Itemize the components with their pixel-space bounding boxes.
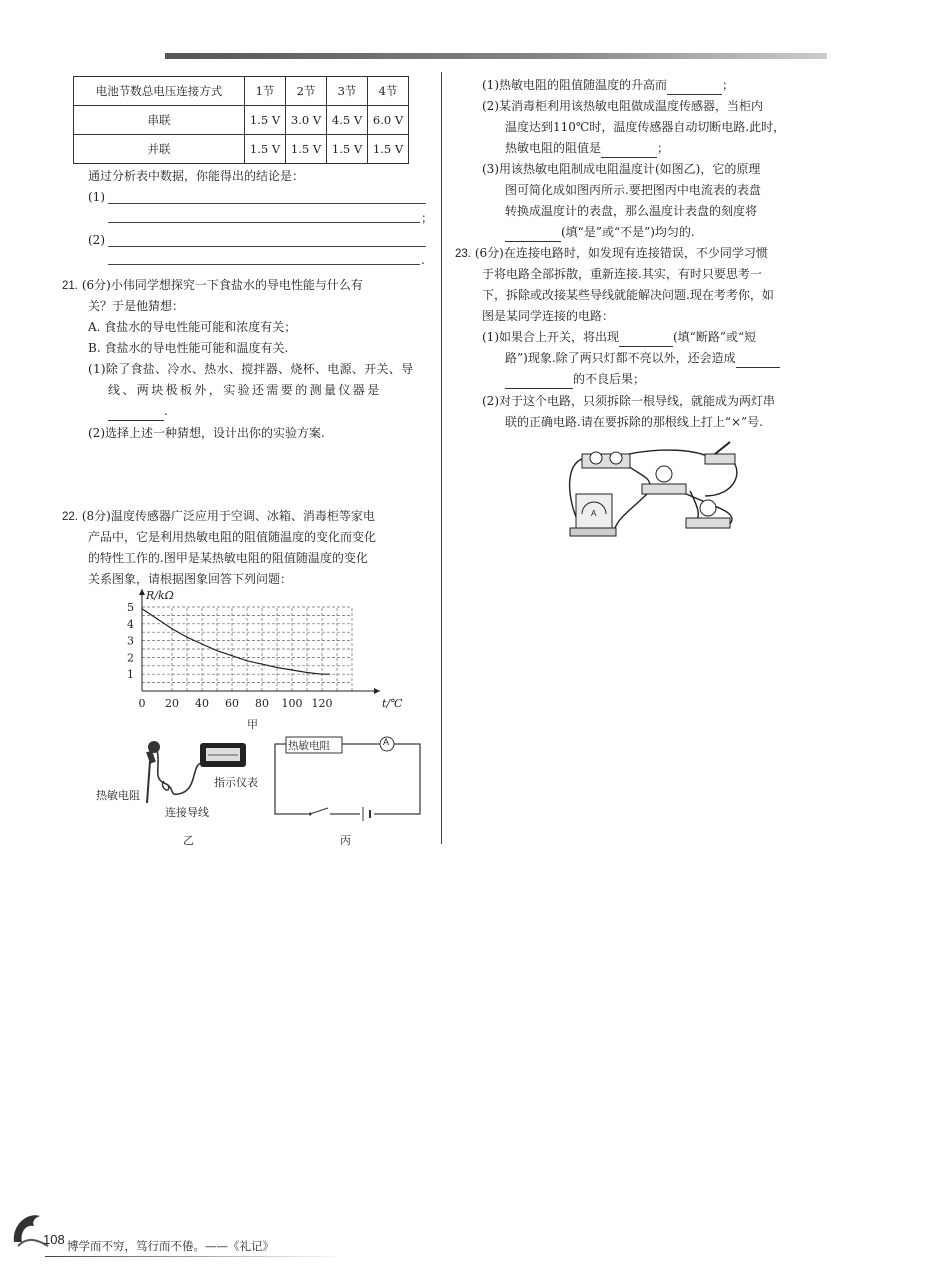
conclusion-label-2: (2)	[88, 233, 105, 247]
question-text: 路”)现象.除了两只灯都不亮以外，还会造成	[505, 351, 736, 365]
question-text: (1)热敏电阻的阻值随温度的升高而	[482, 78, 667, 92]
question-text: (填“断路”或“短	[673, 330, 757, 344]
period: .	[164, 404, 168, 418]
column-divider	[441, 72, 442, 844]
question-part: (2)某消毒柜利用该热敏电阻做成温度传感器，当柜内	[482, 99, 764, 113]
table-cell: 1.5 V	[327, 135, 368, 164]
table-cell: 1.5 V	[245, 135, 286, 164]
wire-loop-icon	[162, 781, 168, 790]
chart-x-tick-label: 80	[255, 697, 269, 710]
question-text: 热敏电阻的阻值是	[505, 141, 602, 155]
indicator-meter-icon	[200, 743, 246, 767]
chart-grid	[142, 607, 352, 691]
table-header-cell: 3节	[327, 77, 368, 106]
chart-y-tick-label: 3	[127, 634, 134, 648]
voltage-table	[73, 76, 409, 164]
resistor-label: 热敏电阻	[288, 740, 330, 752]
semicolon: ；	[722, 78, 735, 92]
chart-x-axis-label: t/℃	[382, 697, 403, 710]
table-cell: 并联	[74, 135, 245, 164]
answer-blank[interactable]	[505, 374, 573, 389]
table-header-cell: 2节	[286, 77, 327, 106]
table-cell: 6.0 V	[368, 106, 409, 135]
hypothesis-b: B. 食盐水的导电性能可能和温度有关.	[88, 341, 289, 355]
question-part: (1)除了食盐、冷水、热水、搅拌器、烧杯、电源、开关、导	[88, 362, 414, 376]
question-part: (2)选择上述一种猜想，设计出你的实验方案.	[88, 426, 325, 440]
table-row	[74, 135, 409, 164]
question-text: (6分)在连接电路时，如发现有连接错误，不少同学习惯	[474, 246, 768, 260]
chart-data-point	[291, 669, 292, 670]
table-cell: 串联	[74, 106, 245, 135]
label-wire: 连接导线	[165, 806, 209, 819]
question-text: 转换成温度计的表盘，那么温度计表盘的刻度将	[505, 204, 758, 218]
answer-blank[interactable]	[736, 353, 780, 368]
chart-y-tick-label: 1	[127, 668, 134, 682]
answer-blank[interactable]	[505, 227, 561, 242]
circuit-diagram	[560, 436, 750, 542]
label-meter: 指示仪表	[214, 776, 258, 789]
question-text: 的特性工作的.图甲是某热敏电阻的阻值随温度的变化	[88, 551, 368, 565]
table-cell: 3.0 V	[286, 106, 327, 135]
table-header-cell: 1节	[245, 77, 286, 106]
chart-x-tick-label: 120	[311, 697, 333, 710]
question-text: (8分)温度传感器广泛应用于空调、冰箱、消毒柜等家电	[81, 509, 375, 523]
conclusion-prompt: 通过分析表中数据，你能得出的结论是：	[88, 169, 305, 183]
question-text: 关？于是他猜想：	[88, 299, 185, 313]
answer-blank[interactable]	[601, 143, 657, 158]
circuit-frame	[275, 744, 420, 814]
question-part	[482, 75, 734, 95]
semicolon: ；	[421, 211, 434, 225]
bulb-2-icon	[686, 500, 730, 528]
answer-line	[108, 246, 426, 247]
question-23	[455, 243, 768, 264]
table-cell: 1.5 V	[286, 135, 327, 164]
question-text	[505, 222, 695, 242]
question-part	[482, 327, 756, 347]
battery-holder-icon	[582, 452, 630, 468]
chart-y-tick-label: 5	[127, 601, 134, 614]
chart-x-tick-label: 20	[165, 697, 179, 710]
conclusion-label-1: (1)	[88, 190, 105, 204]
answer-blank[interactable]	[667, 80, 722, 95]
chart-data-point	[329, 674, 330, 675]
question-text: 关系图象，请根据图象回答下列问题：	[88, 572, 293, 586]
question-text: 图可简化成如图丙所示.要把图丙中电流表的表盘	[505, 183, 761, 197]
header-bar	[165, 53, 827, 59]
question-text: 联的正确电路.请在要拆除的那根线上打上“×”号.	[505, 415, 763, 429]
question-text: 图是某同学连接的电路：	[482, 309, 615, 323]
question-number: 22.	[62, 511, 78, 523]
table-row	[74, 106, 409, 135]
figure-caption-yi: 乙	[183, 834, 194, 847]
question-text: 的不良后果；	[573, 372, 646, 386]
label-sensor: 热敏电阻	[96, 789, 140, 802]
table-cell: 1.5 V	[368, 135, 409, 164]
chart-x-tick-label: 40	[195, 697, 209, 710]
question-text: 下，拆除或改接某些导线就能解决问题.现在考考你，如	[482, 288, 774, 302]
chart-data-point	[231, 655, 232, 656]
chart-data-point	[306, 672, 307, 673]
chart-data-point	[216, 650, 217, 651]
battery-gap	[360, 806, 374, 822]
period: .	[421, 253, 425, 267]
chart-series	[141, 608, 330, 675]
question-number: 21.	[62, 280, 78, 292]
chart-data-point	[201, 643, 202, 644]
chart-series-line	[142, 609, 330, 675]
question-21	[62, 275, 363, 296]
chart-data-point	[156, 618, 157, 619]
answer-line	[108, 264, 420, 265]
question-text: 温度达到110℃时，温度传感器自动切断电路.此时，	[505, 120, 786, 134]
answer-blank[interactable]	[619, 332, 673, 347]
chart-y-tick-label: 4	[127, 617, 134, 631]
question-part: 线、两块极板外，实验还需要的测量仪器是	[108, 383, 382, 397]
chart-data-point	[171, 628, 172, 629]
chart-data-point	[246, 660, 247, 661]
table-header-row	[74, 77, 409, 106]
answer-line	[108, 222, 420, 223]
question-text: (填“是”或“不是”)均匀的.	[561, 225, 695, 239]
chart-data-point	[261, 664, 262, 665]
ammeter-label: A	[591, 509, 597, 518]
question-text: (6分)小伟同学想探究一下食盐水的导电性能与什么有	[81, 278, 363, 292]
table-cell: 1.5 V	[245, 106, 286, 135]
question-part: (2)对于这个电路，只须拆除一根导线，就能成为两灯串	[482, 394, 776, 408]
question-text	[505, 348, 780, 368]
semicolon: ；	[657, 141, 670, 155]
chart-data-point	[186, 637, 187, 638]
chart-x-arrow	[374, 688, 380, 694]
chart-y-arrow	[139, 589, 145, 595]
figure-caption-jia: 甲	[247, 718, 258, 731]
footer-rule	[45, 1256, 345, 1257]
question-text: (1)如果合上开关，将出现	[482, 330, 619, 344]
question-text	[505, 138, 669, 158]
answer-line	[108, 203, 426, 204]
table-header-cell: 电池节数总电压连接方式	[74, 77, 245, 106]
chart-data-point	[321, 674, 322, 675]
chart-x-tick-label: 0	[138, 697, 146, 710]
question-22	[62, 506, 375, 527]
chart-axes	[139, 589, 380, 694]
hypothesis-a: A. 食盐水的导电性能可能和浓度有关；	[88, 320, 297, 334]
answer-blank-row	[108, 401, 168, 421]
chart-y-tick-label: 2	[127, 651, 134, 665]
chart-x-tick-label: 100	[281, 697, 303, 710]
table-header-cell: 4节	[368, 77, 409, 106]
question-number: 23.	[455, 248, 471, 260]
question-text: 产品中，它是利用热敏电阻的阻值随温度的变化而变化	[88, 530, 377, 544]
ammeter-label: A	[383, 737, 390, 747]
figure-caption-bing: 丙	[340, 834, 351, 847]
question-text	[505, 369, 645, 389]
footer-quote: 博学而不穷，笃行而不倦。——《礼记》	[67, 1239, 274, 1253]
page-number: 108	[43, 1232, 65, 1247]
resistance-temperature-chart	[120, 585, 403, 713]
chart-x-tick-label: 60	[225, 697, 239, 710]
question-text: 于将电路全部拆散，重新连接.其实，有时只要思考一	[482, 267, 762, 281]
table-cell: 4.5 V	[327, 106, 368, 135]
chart-data-point	[276, 667, 277, 668]
chart-y-axis-label: R/kΩ	[146, 589, 174, 602]
switch-icon	[705, 442, 735, 464]
question-part: (3)用该热敏电阻制成电阻温度计(如图乙)，它的原理	[482, 162, 761, 176]
answer-blank[interactable]	[108, 406, 164, 421]
chart-data-point	[141, 608, 142, 609]
